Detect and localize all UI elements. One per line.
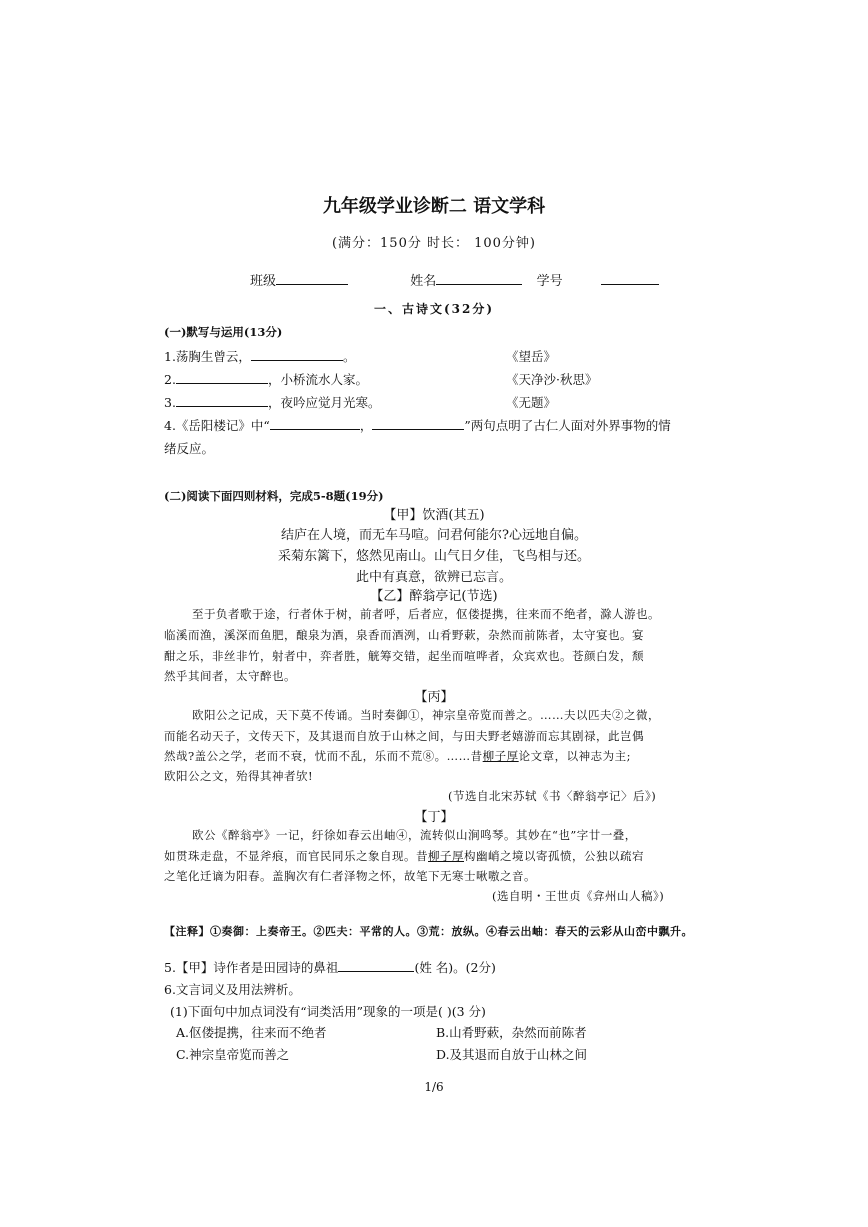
option-d[interactable]: D.及其退而自放于山林之间	[436, 1047, 588, 1062]
q3-source: 《无题》	[506, 395, 557, 410]
student-info-fields	[250, 270, 659, 289]
q2-blank[interactable]	[176, 371, 268, 384]
name-label: 姓名	[410, 274, 437, 289]
question-6-1: (1)下面句中加点词没有“词类活用”现象的一项是( )(3 分)	[170, 1004, 486, 1019]
yi-line-2: 临溪而渔，溪深而鱼肥，酿泉为酒，泉香而酒洌，山肴野蔌，杂然而前陈者，太守宴也。宴	[164, 628, 644, 642]
page-title: 九年级学业诊断二 语文学科	[322, 196, 546, 217]
bing-line-2: 而能名动天子，文传天下，及其退而自放于山林之间，与田夫野老嬉游而忘其剧禄，此岂偶	[164, 729, 644, 743]
question-3	[164, 393, 380, 411]
q2-num: 2.	[164, 372, 176, 387]
ding-title: 【丁】	[414, 810, 454, 825]
class-blank[interactable]	[276, 272, 348, 285]
section-one-title: 一、古诗文(32分)	[373, 302, 495, 316]
ding-line-2-text: 如贯珠走盘，不显斧痕，而官民同乐之象自现。昔	[164, 849, 428, 863]
q3-text: ，夜吟应觉月光寒。	[267, 395, 381, 410]
bing-line-3-end: 论文章，以神志为主;	[518, 749, 632, 763]
yi-title: 【乙】醉翁亭记(节选)	[370, 589, 498, 604]
q2-source: 《天净沙·秋思》	[506, 372, 598, 387]
yi-line-4: 然乎其间者，太守醉也。	[164, 669, 296, 683]
q4-text-end: ”两句点明了古仁人面对外界事物的情	[464, 418, 671, 433]
liu-zihou-underlined: 柳子厚	[482, 749, 519, 763]
bing-line-4: 欧阳公之文，殆得其神者欤!	[164, 769, 314, 783]
bing-line-3-text: 然哉?盖公之学，老而不衰，忧而不乱，乐而不荒⑧。……昔	[164, 749, 483, 763]
page-subtitle: (满分：150分 时长： 100分钟)	[331, 236, 537, 251]
liu-zihou-underlined-2: 柳子厚	[428, 849, 464, 863]
bing-title: 【丙】	[414, 690, 454, 705]
ding-line-3: 之笔化迁谪为阳春。盖胸次有仁者泽物之怀，故笔下无寒士啾嗷之音。	[164, 869, 536, 883]
q4-comma: ，	[359, 418, 373, 433]
q1-blank[interactable]	[251, 348, 343, 361]
ding-line-2-end: 构幽峭之境以寄孤愤，公独以疏宕	[464, 849, 644, 863]
q1-text: 1.荡胸生曾云，	[164, 349, 251, 364]
question-4	[164, 416, 671, 434]
bing-line-1: 欧阳公之记成，天下莫不传诵。当时奏御①，神宗皇帝览而善之。……夫以匹夫②之微，	[192, 708, 660, 722]
jia-line-3: 此中有真意，欲辨已忘言。	[355, 570, 512, 585]
name-blank[interactable]	[436, 272, 522, 285]
id-label: 学号	[536, 274, 563, 289]
question-6: 6.文言词义及用法辨析。	[164, 982, 301, 997]
q3-num: 3.	[164, 395, 176, 410]
q5-text: 5.【甲】诗作者是田园诗的鼻祖	[164, 960, 339, 975]
option-c[interactable]: C.神宗皇帝览而善之	[176, 1047, 290, 1062]
q2-text: ，小桥流水人家。	[267, 372, 368, 387]
ding-line-2	[164, 848, 644, 864]
q4-blank-2[interactable]	[372, 417, 464, 430]
part-one-title: (一)默写与运用(13分)	[164, 325, 283, 339]
class-label: 班级	[250, 274, 277, 289]
q5-blank[interactable]	[338, 959, 414, 972]
q5-end: (姓 名)。(2分)	[414, 960, 496, 975]
question-2	[164, 370, 368, 388]
part-two-title: (二)阅读下面四则材料，完成5-8题(19分)	[164, 489, 384, 503]
ding-source: (选自明・王世贞《弇州山人稿》)	[492, 889, 665, 903]
q4-blank-1[interactable]	[270, 417, 360, 430]
bing-source: (节选自北宋苏轼《书〈醉翁亭记〉后》)	[448, 789, 657, 803]
question-5	[164, 958, 496, 976]
q3-blank[interactable]	[176, 394, 268, 407]
yi-line-3: 酣之乐，非丝非竹，射者中，弈者胜，觥筹交错，起坐而喧哗者，众宾欢也。苍颜白发，颓	[164, 649, 644, 663]
q1-end: 。	[342, 349, 356, 364]
bing-line-3	[164, 748, 631, 764]
ding-line-1: 欧公《醉翁亭》一记，纡徐如春云出岫④，流转似山涧鸣琴。其妙在“也”字廿一叠，	[192, 828, 637, 842]
q1-source: 《望岳》	[506, 349, 557, 364]
option-b[interactable]: B.山肴野蔌，杂然而前陈者	[436, 1025, 587, 1040]
question-1	[164, 347, 355, 365]
jia-line-1: 结庐在人境，而无车马喧。问君何能尔?心远地自偏。	[281, 528, 587, 543]
id-blank[interactable]	[601, 272, 659, 285]
q4-text: 4.《岳阳楼记》中“	[164, 418, 270, 433]
jia-line-2: 采菊东篱下，悠然见南山。山气日夕佳，飞鸟相与还。	[277, 549, 590, 564]
option-a[interactable]: A.伛偻提携，往来而不绝者	[176, 1025, 327, 1040]
jia-title: 【甲】饮酒(其五)	[383, 508, 485, 523]
page-number: 1/6	[424, 1080, 444, 1094]
question-4-line-2: 绪反应。	[164, 441, 215, 456]
annotations: 【注释】①奏御：上奏帝王。②匹夫：平常的人。③荒：放纵。④春云出岫：春天的云彩从山峦中飘升。	[164, 925, 693, 938]
yi-line-1: 至于负者歌于途，行者休于树，前者呼，后者应，伛偻提携，往来而不绝者，滁人游也。	[192, 607, 660, 621]
